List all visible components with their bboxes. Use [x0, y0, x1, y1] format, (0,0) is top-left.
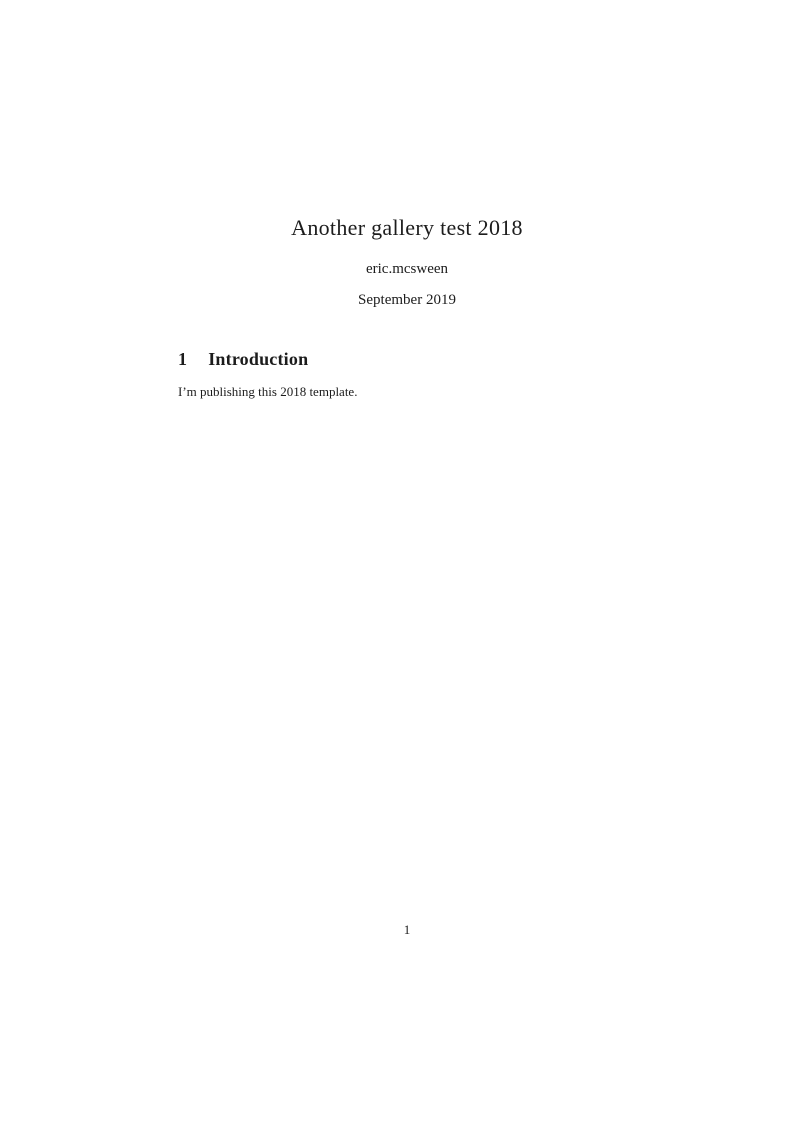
section-body-paragraph: I’m publishing this 2018 template. — [178, 384, 358, 399]
section-number: 1 — [178, 349, 188, 369]
section-heading — [178, 348, 636, 371]
section-title: Introduction — [208, 349, 309, 369]
text-block — [178, 0, 636, 400]
document-author: eric.mcsween — [365, 261, 449, 277]
page-number: 1 — [403, 922, 411, 937]
document-title: Another gallery test 2018 — [291, 215, 523, 240]
document-date: September 2019 — [358, 292, 456, 308]
